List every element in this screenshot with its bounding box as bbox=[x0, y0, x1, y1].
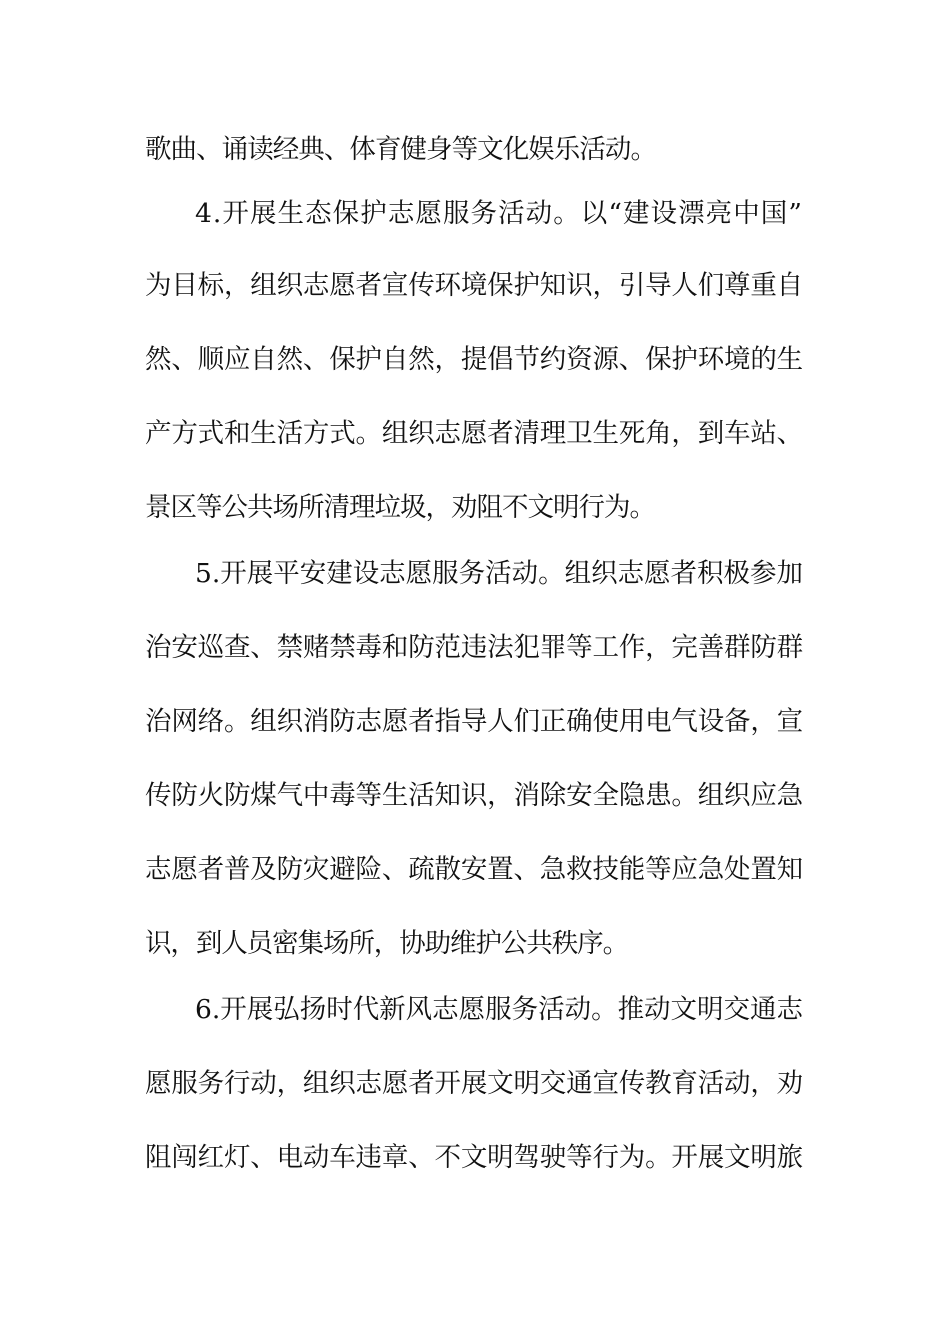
text-line bbox=[145, 340, 950, 380]
text-line bbox=[145, 266, 950, 306]
text-line bbox=[145, 1064, 950, 1104]
text-line-content: 6.开展弘扬时代新风志愿服务活动。推动文明交通志 bbox=[195, 994, 803, 1025]
text-line-content: 产方式和生活方式。组织志愿者清理卫生死角，到车站、 bbox=[145, 418, 803, 449]
text-line-content: 为目标，组织志愿者宣传环境保护知识，引导人们尊重自 bbox=[145, 270, 803, 301]
text-line-content: 阻闯红灯、电动车违章、不文明驾驶等行为。开展文明旅 bbox=[145, 1142, 803, 1173]
text-line-content: 志愿者普及防灾避险、疏散安置、急救技能等应急处置知 bbox=[145, 854, 803, 885]
text-line-content: 传防火防煤气中毒等生活知识，消除安全隐患。组织应急 bbox=[145, 780, 803, 811]
paragraph-first-line bbox=[195, 554, 950, 594]
text-line-content: 歌曲、诵读经典、体育健身等文化娱乐活动。 bbox=[145, 134, 656, 165]
text-line bbox=[145, 1138, 950, 1178]
text-line-content: 识，到人员密集场所，协助维护公共秩序。 bbox=[145, 928, 628, 959]
paragraph-first-line bbox=[195, 990, 950, 1030]
text-line-content: 景区等公共场所清理垃圾，劝阻不文明行为。 bbox=[145, 492, 655, 523]
text-line bbox=[145, 488, 950, 528]
text-line bbox=[145, 924, 950, 964]
text-line bbox=[145, 628, 950, 668]
text-line bbox=[145, 850, 950, 890]
text-line-content: 治安巡查、禁赌禁毒和防范违法犯罪等工作，完善群防群 bbox=[145, 632, 803, 663]
text-line-content: 治网络。组织消防志愿者指导人们正确使用电气设备，宣 bbox=[145, 706, 803, 737]
text-line-content: 5.开展平安建设志愿服务活动。组织志愿者积极参加 bbox=[195, 558, 803, 589]
paragraph-first-line bbox=[195, 194, 950, 234]
text-line bbox=[145, 776, 950, 816]
text-line-content: 然、顺应自然、保护自然，提倡节约资源、保护环境的生 bbox=[145, 344, 803, 375]
text-line-content: 愿服务行动，组织志愿者开展文明交通宣传教育活动，劝 bbox=[145, 1068, 803, 1099]
text-line bbox=[145, 414, 950, 454]
text-line bbox=[145, 702, 950, 742]
text-line-content: 4.开展生态保护志愿服务活动。以“建设漂亮中国” bbox=[195, 198, 803, 229]
text-line bbox=[145, 130, 950, 170]
